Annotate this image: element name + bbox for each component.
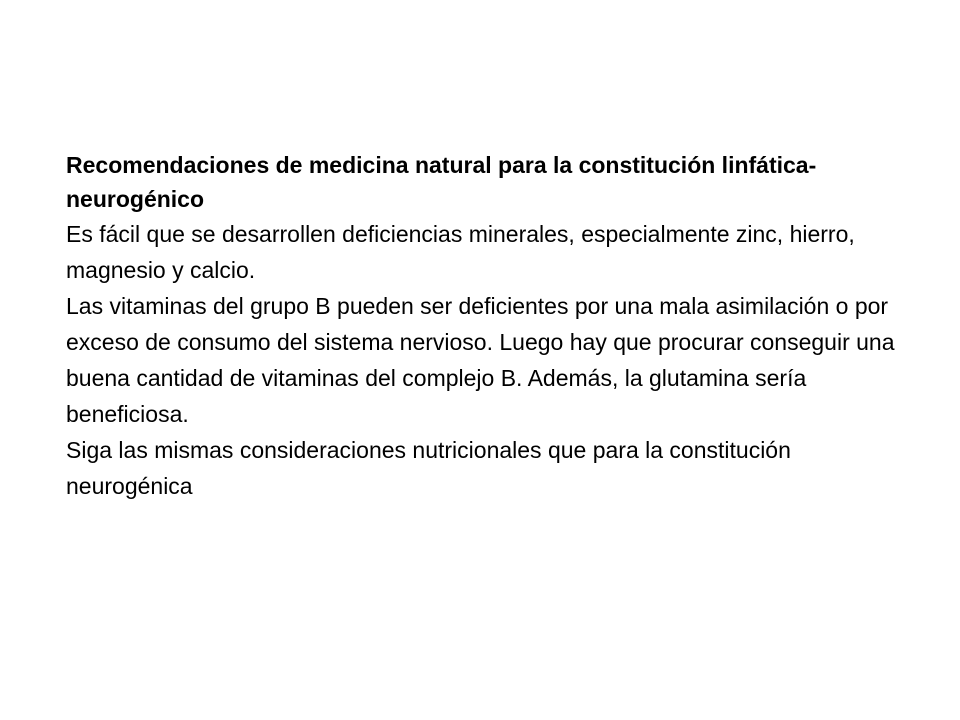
slide-heading: Recomendaciones de medicina natural para la constitución linfática-neurogénico (66, 152, 817, 212)
paragraph-minerals: Es fácil que se desarrollen deficiencias minerales, especialmente zinc, hierro, magnesio y calcio. (66, 221, 855, 283)
slide-text-body (66, 148, 896, 504)
paragraph-vitamins-b: Las vitaminas del grupo B pueden ser deficientes por una mala asimilación o por exceso de consumo del sistema nervioso. Luego hay que procurar conseguir una buena cantidad de vitaminas del complejo B. Además, la glutamina sería beneficiosa. (66, 293, 895, 427)
paragraph-nutrition: Siga las mismas consideraciones nutricionales que para la constitución neurogénica (66, 437, 791, 499)
